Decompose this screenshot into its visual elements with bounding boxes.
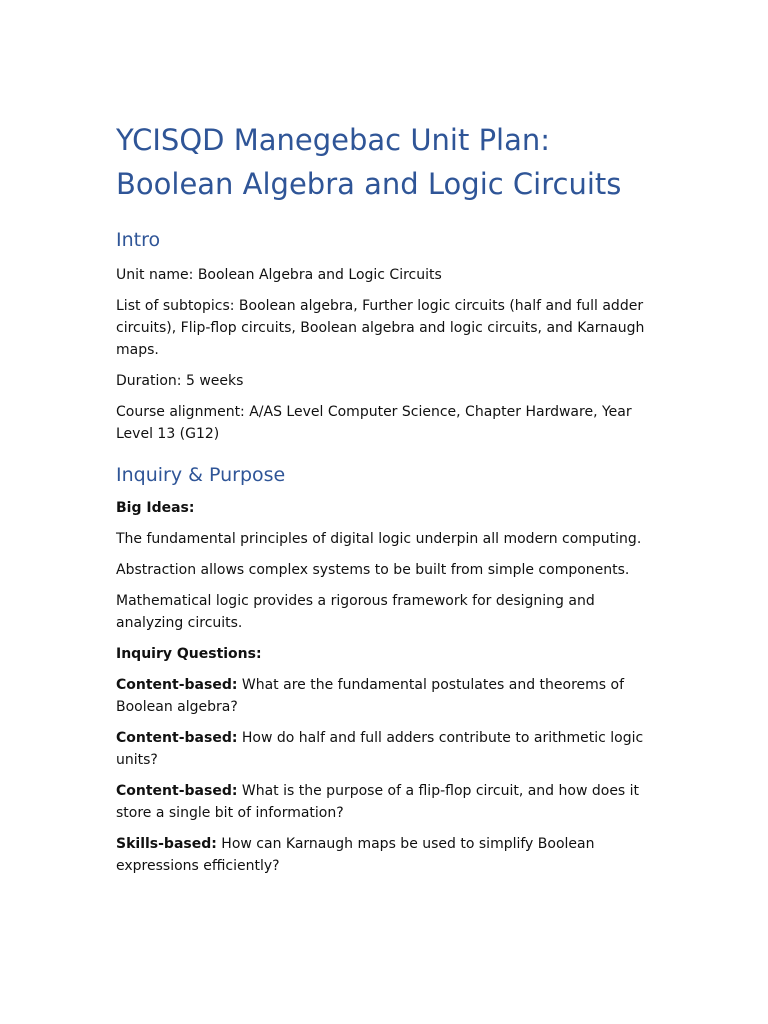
question-text: What are the fundamental postulates and theorems of Boolean algebra? [116,677,625,715]
intro-heading: Intro [116,229,161,251]
unit-name: Unit name: Boolean Algebra and Logic Circuits [116,267,442,283]
big-ideas-label: Big Ideas: [116,500,195,516]
document-title: YCISQD Manegebac Unit Plan: Boolean Algebra and Logic Circuits [116,123,622,201]
big-idea-item: The fundamental principles of digital logic underpin all modern computing. [116,531,642,547]
inquiry-heading: Inquiry & Purpose [116,464,286,486]
question-text: What is the purpose of a flip-flop circuit, and how does it store a single bit of information? [116,783,640,821]
inquiry-question [116,780,656,824]
inquiry-question [116,727,656,771]
question-text: How do half and full adders contribute to arithmetic logic units? [116,730,644,768]
inquiry-question [116,833,656,877]
big-idea-item: Mathematical logic provides a rigorous framework for designing and analyzing circuits. [116,593,595,631]
question-type: Content-based: [116,677,238,693]
big-idea-item: Abstraction allows complex systems to be built from simple components. [116,562,630,578]
question-text: How can Karnaugh maps be used to simplify Boolean expressions efficiently? [116,836,595,874]
duration: Duration: 5 weeks [116,373,244,389]
subtopics: List of subtopics: Boolean algebra, Further logic circuits (half and full adder circuits), Flip-flop circuits, Boolean algebra and logic circuits, and Karnaugh maps. [116,298,645,358]
question-type: Content-based: [116,730,238,746]
document-page [116,118,656,877]
question-type: Content-based: [116,783,238,799]
course-alignment: Course alignment: A/AS Level Computer Science, Chapter Hardware, Year Level 13 (G12) [116,404,632,442]
inquiry-questions-label: Inquiry Questions: [116,646,262,662]
question-type: Skills-based: [116,836,217,852]
inquiry-question [116,674,656,718]
